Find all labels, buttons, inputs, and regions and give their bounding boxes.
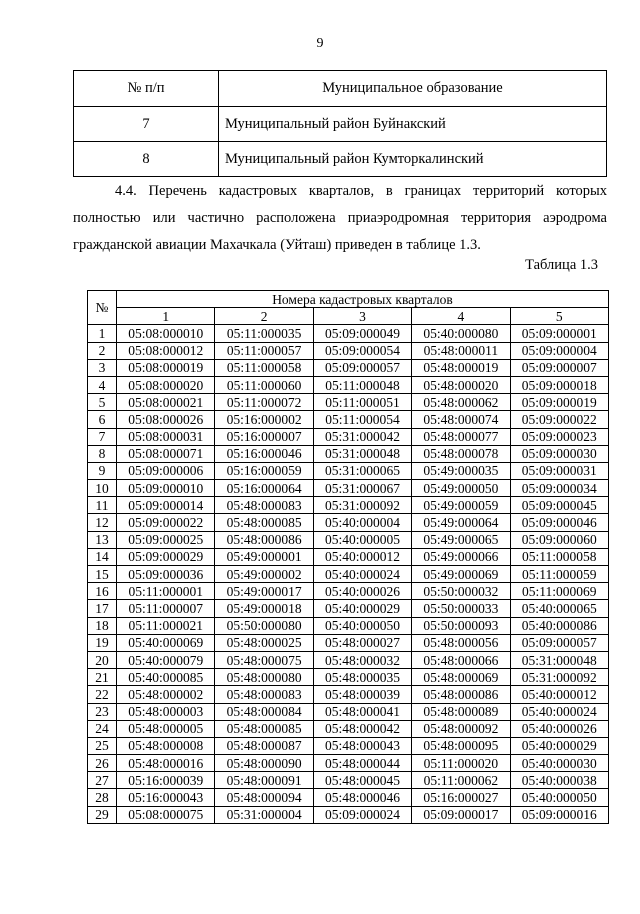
cadastral-number-cell: 05:11:000054 — [313, 411, 411, 428]
cadastral-number-cell: 05:16:000002 — [215, 411, 313, 428]
cadastral-number-cell: 05:08:000075 — [117, 806, 215, 823]
table-row — [88, 634, 609, 651]
cadastral-number-cell: 05:48:000087 — [215, 737, 313, 754]
row-number-cell: 4 — [88, 376, 117, 393]
table-row — [88, 359, 609, 376]
cadastral-number-cell: 05:48:000066 — [412, 651, 510, 668]
cadastral-table-body — [88, 325, 609, 823]
cadastral-number-cell: 05:40:000080 — [412, 325, 510, 342]
cadastral-number-cell: 05:40:000065 — [510, 600, 608, 617]
cadastral-number-cell: 05:50:000032 — [412, 583, 510, 600]
cadastral-number-cell: 05:48:000027 — [313, 634, 411, 651]
column-header: 5 — [510, 308, 608, 325]
cadastral-number-cell: 05:09:000060 — [510, 531, 608, 548]
row-number-cell: 2 — [88, 342, 117, 359]
cadastral-number-cell: 05:09:000004 — [510, 342, 608, 359]
row-number-cell: 20 — [88, 651, 117, 668]
cadastral-number-cell: 05:09:000022 — [117, 514, 215, 531]
cadastral-number-cell: 05:09:000017 — [412, 806, 510, 823]
cadastral-number-cell: 05:48:000003 — [117, 703, 215, 720]
row-number-cell: 15 — [88, 566, 117, 583]
cadastral-number-cell: 05:08:000021 — [117, 394, 215, 411]
row-number-cell: 1 — [88, 325, 117, 342]
column-header: 3 — [313, 308, 411, 325]
cadastral-number-cell: 05:49:000059 — [412, 497, 510, 514]
row-number-cell: 28 — [88, 789, 117, 806]
cadastral-number-cell: 05:48:000041 — [313, 703, 411, 720]
cadastral-number-cell: 05:40:000012 — [510, 686, 608, 703]
cadastral-number-cell: 05:48:000025 — [215, 634, 313, 651]
table-row — [88, 789, 609, 806]
cadastral-number-cell: 05:09:000034 — [510, 480, 608, 497]
table-row — [88, 617, 609, 634]
table-row — [88, 497, 609, 514]
cadastral-number-cell: 05:48:000042 — [313, 720, 411, 737]
column-header: 1 — [117, 308, 215, 325]
row-number-cell: 18 — [88, 617, 117, 634]
cadastral-number-cell: 05:09:000036 — [117, 566, 215, 583]
cadastral-number-cell: 05:16:000043 — [117, 789, 215, 806]
cadastral-number-cell: 05:31:000092 — [313, 497, 411, 514]
cadastral-number-cell: 05:11:000007 — [117, 600, 215, 617]
row-number-cell: 26 — [88, 755, 117, 772]
cadastral-number-cell: 05:09:000025 — [117, 531, 215, 548]
cadastral-header-row — [88, 291, 609, 308]
cadastral-number-cell: 05:40:000024 — [313, 566, 411, 583]
column-header: 2 — [215, 308, 313, 325]
row-number-cell: 22 — [88, 686, 117, 703]
cadastral-number-cell: 05:11:000048 — [313, 376, 411, 393]
cadastral-number-cell: 05:40:000030 — [510, 755, 608, 772]
cadastral-number-cell: 05:11:000062 — [412, 772, 510, 789]
cadastral-number-cell: 05:49:000035 — [412, 462, 510, 479]
cadastral-number-cell: 05:16:000027 — [412, 789, 510, 806]
cadastral-number-cell: 05:48:000046 — [313, 789, 411, 806]
table-row — [88, 480, 609, 497]
table-row — [88, 600, 609, 617]
cadastral-number-cell: 05:49:000017 — [215, 583, 313, 600]
cadastral-number-cell: 05:48:000091 — [215, 772, 313, 789]
cadastral-number-cell: 05:11:000035 — [215, 325, 313, 342]
cadastral-number-cell: 05:09:000007 — [510, 359, 608, 376]
row-num: 7 — [74, 107, 219, 142]
column-header: 4 — [412, 308, 510, 325]
table-row — [74, 142, 607, 177]
cadastral-number-cell: 05:16:000007 — [215, 428, 313, 445]
cadastral-number-cell: 05:16:000039 — [117, 772, 215, 789]
cadastral-number-cell: 05:40:000026 — [313, 583, 411, 600]
cadastral-number-cell: 05:11:000021 — [117, 617, 215, 634]
cadastral-number-cell: 05:09:000001 — [510, 325, 608, 342]
row-municipality: Муниципальный район Кумторкалинский — [219, 142, 607, 177]
cadastral-number-cell: 05:40:000012 — [313, 548, 411, 565]
municipal-table — [73, 70, 607, 177]
cadastral-number-cell: 05:50:000080 — [215, 617, 313, 634]
cadastral-number-cell: 05:40:000085 — [117, 669, 215, 686]
cadastral-number-cell: 05:11:000060 — [215, 376, 313, 393]
table-row — [88, 669, 609, 686]
table-row — [88, 720, 609, 737]
cadastral-number-cell: 05:08:000019 — [117, 359, 215, 376]
cadastral-number-cell: 05:48:000080 — [215, 669, 313, 686]
cadastral-number-cell: 05:40:000029 — [313, 600, 411, 617]
row-number-cell: 11 — [88, 497, 117, 514]
cadastral-number-cell: 05:08:000020 — [117, 376, 215, 393]
table-row — [88, 772, 609, 789]
table-row — [88, 531, 609, 548]
row-number-cell: 12 — [88, 514, 117, 531]
section-paragraph: 4.4. Перечень кадастровых кварталов, в границах территорий которых полностью или частично расположена приаэродромная территория аэродрома гражданской авиации Махачкала (Уйташ) приведен в таблице 1.3. — [73, 183, 607, 253]
table-row — [88, 462, 609, 479]
table-row — [88, 445, 609, 462]
table-row — [88, 514, 609, 531]
row-number-cell: 8 — [88, 445, 117, 462]
cadastral-number-cell: 05:11:000059 — [510, 566, 608, 583]
row-number-cell: 21 — [88, 669, 117, 686]
cadastral-number-cell: 05:48:000086 — [215, 531, 313, 548]
cadastral-number-cell: 05:09:000045 — [510, 497, 608, 514]
cadastral-number-cell: 05:11:000001 — [117, 583, 215, 600]
row-number-cell: 27 — [88, 772, 117, 789]
cadastral-number-cell: 05:08:000071 — [117, 445, 215, 462]
cadastral-number-cell: 05:08:000010 — [117, 325, 215, 342]
table-row — [88, 583, 609, 600]
row-number-cell: 23 — [88, 703, 117, 720]
table-row — [74, 107, 607, 142]
cadastral-table — [87, 290, 609, 824]
cadastral-number-cell: 05:31:000042 — [313, 428, 411, 445]
cadastral-number-cell: 05:40:000050 — [313, 617, 411, 634]
row-number-cell: 9 — [88, 462, 117, 479]
cadastral-number-cell: 05:48:000032 — [313, 651, 411, 668]
cadastral-number-cell: 05:16:000046 — [215, 445, 313, 462]
table-row — [88, 737, 609, 754]
cadastral-number-cell: 05:09:000057 — [313, 359, 411, 376]
cadastral-number-cell: 05:49:000001 — [215, 548, 313, 565]
cadastral-number-cell: 05:08:000031 — [117, 428, 215, 445]
cadastral-number-cell: 05:09:000024 — [313, 806, 411, 823]
cadastral-number-cell: 05:11:000058 — [215, 359, 313, 376]
table-row — [88, 428, 609, 445]
cadastral-number-cell: 05:40:000079 — [117, 651, 215, 668]
row-number-cell: 29 — [88, 806, 117, 823]
num-header: № — [88, 291, 117, 325]
cadastral-number-cell: 05:48:000020 — [412, 376, 510, 393]
cadastral-number-cell: 05:48:000085 — [215, 720, 313, 737]
cadastral-number-cell: 05:09:000022 — [510, 411, 608, 428]
cadastral-number-cell: 05:49:000002 — [215, 566, 313, 583]
table-row — [88, 376, 609, 393]
cadastral-number-cell: 05:40:000086 — [510, 617, 608, 634]
cadastral-number-cell: 05:48:000094 — [215, 789, 313, 806]
cadastral-number-cell: 05:48:000084 — [215, 703, 313, 720]
cadastral-number-cell: 05:40:000069 — [117, 634, 215, 651]
row-num: 8 — [74, 142, 219, 177]
cadastral-number-cell: 05:09:000057 — [510, 634, 608, 651]
cadastral-number-cell: 05:31:000065 — [313, 462, 411, 479]
cadastral-number-cell: 05:40:000024 — [510, 703, 608, 720]
cadastral-number-cell: 05:48:000019 — [412, 359, 510, 376]
cadastral-number-cell: 05:31:000048 — [510, 651, 608, 668]
cadastral-number-cell: 05:11:000051 — [313, 394, 411, 411]
cadastral-number-cell: 05:09:000018 — [510, 376, 608, 393]
row-number-cell: 16 — [88, 583, 117, 600]
cadastral-number-cell: 05:11:000069 — [510, 583, 608, 600]
cadastral-number-cell: 05:49:000018 — [215, 600, 313, 617]
cadastral-number-cell: 05:09:000029 — [117, 548, 215, 565]
row-number-cell: 14 — [88, 548, 117, 565]
cadastral-number-cell: 05:31:000048 — [313, 445, 411, 462]
cadastral-number-cell: 05:48:000085 — [215, 514, 313, 531]
cadastral-number-cell: 05:11:000057 — [215, 342, 313, 359]
cadastral-number-cell: 05:48:000074 — [412, 411, 510, 428]
cadastral-number-cell: 05:48:000095 — [412, 737, 510, 754]
table-caption: Таблица 1.3 — [525, 257, 598, 273]
cadastral-number-cell: 05:48:000062 — [412, 394, 510, 411]
row-number-cell: 13 — [88, 531, 117, 548]
cadastral-number-cell: 05:48:000002 — [117, 686, 215, 703]
cadastral-number-cell: 05:48:000092 — [412, 720, 510, 737]
table-row — [88, 806, 609, 823]
cadastral-number-cell: 05:40:000029 — [510, 737, 608, 754]
column-numbers-row — [88, 308, 609, 325]
table-row — [88, 703, 609, 720]
row-number-cell: 24 — [88, 720, 117, 737]
row-number-cell: 3 — [88, 359, 117, 376]
cadastral-number-cell: 05:48:000016 — [117, 755, 215, 772]
cadastral-number-cell: 05:31:000004 — [215, 806, 313, 823]
cadastral-number-cell: 05:40:000026 — [510, 720, 608, 737]
table-row — [88, 342, 609, 359]
cadastral-number-cell: 05:09:000030 — [510, 445, 608, 462]
cadastral-number-cell: 05:48:000077 — [412, 428, 510, 445]
cadastral-number-cell: 05:48:000069 — [412, 669, 510, 686]
cadastral-number-cell: 05:40:000050 — [510, 789, 608, 806]
group-header: Номера кадастровых кварталов — [117, 291, 609, 308]
cadastral-number-cell: 05:48:000086 — [412, 686, 510, 703]
table-row — [88, 651, 609, 668]
cadastral-number-cell: 05:50:000093 — [412, 617, 510, 634]
cadastral-number-cell: 05:40:000004 — [313, 514, 411, 531]
cadastral-number-cell: 05:09:000006 — [117, 462, 215, 479]
page-number: 9 — [316, 36, 324, 51]
cadastral-number-cell: 05:48:000078 — [412, 445, 510, 462]
cadastral-number-cell: 05:09:000031 — [510, 462, 608, 479]
cadastral-number-cell: 05:40:000038 — [510, 772, 608, 789]
cadastral-number-cell: 05:48:000083 — [215, 497, 313, 514]
cadastral-number-cell: 05:09:000014 — [117, 497, 215, 514]
cadastral-number-cell: 05:49:000066 — [412, 548, 510, 565]
table-row — [88, 548, 609, 565]
row-number-cell: 25 — [88, 737, 117, 754]
cadastral-number-cell: 05:48:000056 — [412, 634, 510, 651]
cadastral-number-cell: 05:11:000058 — [510, 548, 608, 565]
table-row — [88, 755, 609, 772]
header-municipality: Муниципальное образование — [219, 71, 607, 107]
cadastral-number-cell: 05:48:000083 — [215, 686, 313, 703]
cadastral-number-cell: 05:11:000072 — [215, 394, 313, 411]
cadastral-number-cell: 05:48:000043 — [313, 737, 411, 754]
cadastral-number-cell: 05:48:000045 — [313, 772, 411, 789]
table-row — [88, 411, 609, 428]
cadastral-number-cell: 05:49:000065 — [412, 531, 510, 548]
cadastral-number-cell: 05:50:000033 — [412, 600, 510, 617]
cadastral-number-cell: 05:16:000064 — [215, 480, 313, 497]
row-number-cell: 6 — [88, 411, 117, 428]
cadastral-number-cell: 05:40:000005 — [313, 531, 411, 548]
cadastral-number-cell: 05:48:000075 — [215, 651, 313, 668]
cadastral-number-cell: 05:09:000019 — [510, 394, 608, 411]
row-municipality: Муниципальный район Буйнакский — [219, 107, 607, 142]
cadastral-number-cell: 05:31:000067 — [313, 480, 411, 497]
table-row — [88, 566, 609, 583]
row-number-cell: 5 — [88, 394, 117, 411]
municipal-table-header — [74, 71, 607, 107]
cadastral-number-cell: 05:09:000049 — [313, 325, 411, 342]
cadastral-number-cell: 05:49:000050 — [412, 480, 510, 497]
cadastral-number-cell: 05:09:000023 — [510, 428, 608, 445]
table-row — [88, 394, 609, 411]
row-number-cell: 10 — [88, 480, 117, 497]
cadastral-number-cell: 05:48:000011 — [412, 342, 510, 359]
cadastral-number-cell: 05:08:000026 — [117, 411, 215, 428]
cadastral-number-cell: 05:49:000064 — [412, 514, 510, 531]
cadastral-number-cell: 05:16:000059 — [215, 462, 313, 479]
row-number-cell: 7 — [88, 428, 117, 445]
cadastral-number-cell: 05:48:000005 — [117, 720, 215, 737]
header-num: № п/п — [74, 71, 219, 107]
row-number-cell: 17 — [88, 600, 117, 617]
cadastral-number-cell: 05:09:000046 — [510, 514, 608, 531]
table-row — [88, 325, 609, 342]
cadastral-number-cell: 05:48:000090 — [215, 755, 313, 772]
cadastral-number-cell: 05:48:000089 — [412, 703, 510, 720]
cadastral-number-cell: 05:48:000035 — [313, 669, 411, 686]
cadastral-number-cell: 05:48:000044 — [313, 755, 411, 772]
cadastral-number-cell: 05:31:000092 — [510, 669, 608, 686]
cadastral-number-cell: 05:49:000069 — [412, 566, 510, 583]
cadastral-number-cell: 05:48:000008 — [117, 737, 215, 754]
cadastral-number-cell: 05:09:000010 — [117, 480, 215, 497]
cadastral-number-cell: 05:09:000016 — [510, 806, 608, 823]
cadastral-number-cell: 05:08:000012 — [117, 342, 215, 359]
cadastral-number-cell: 05:48:000039 — [313, 686, 411, 703]
cadastral-number-cell: 05:09:000054 — [313, 342, 411, 359]
cadastral-number-cell: 05:11:000020 — [412, 755, 510, 772]
row-number-cell: 19 — [88, 634, 117, 651]
table-row — [88, 686, 609, 703]
